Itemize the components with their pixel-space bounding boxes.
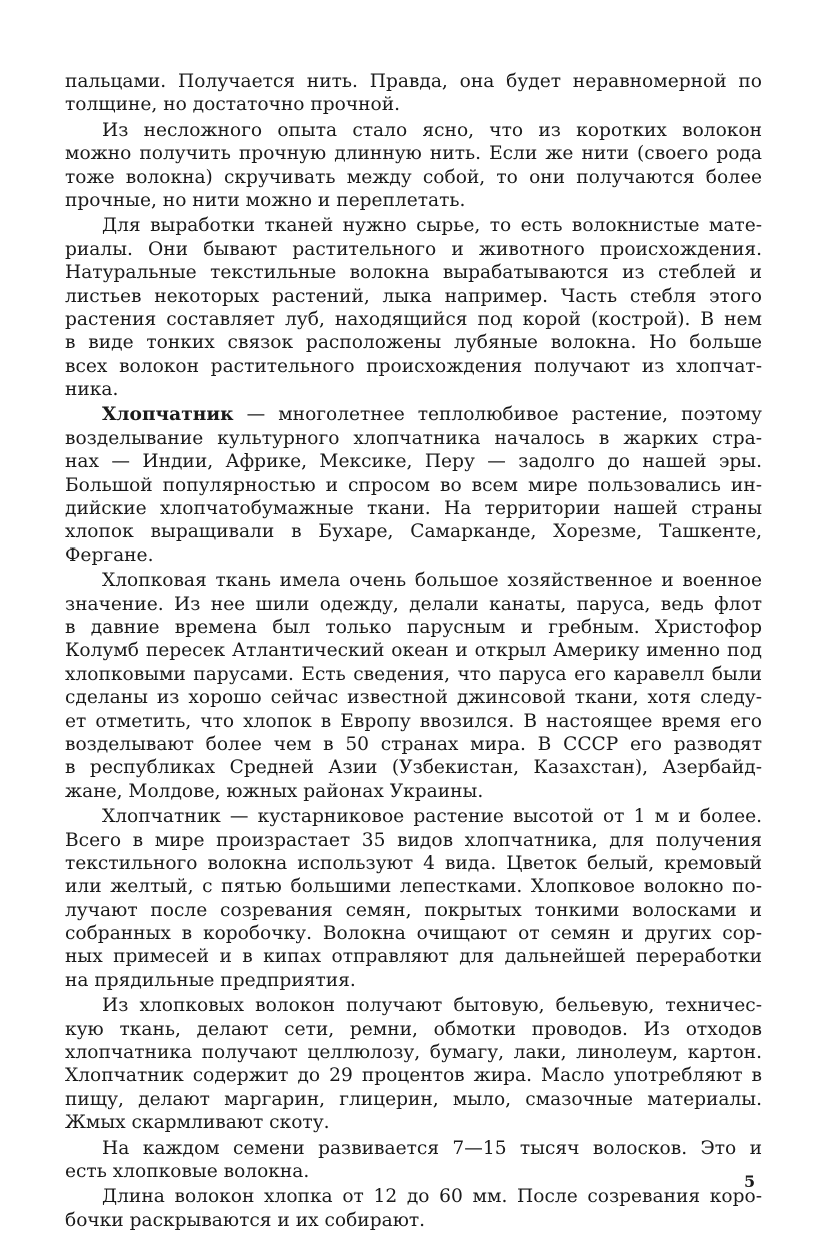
text-line: хлопчатника получают целлюлозу, бумагу, лаки, линолеум, картон. [65,1042,762,1064]
text-line: хлопок выращивали в Бухаре, Самарканде, Хорезме, Ташкенте, [65,521,762,543]
text-line: хлопковыми парусами. Есть сведения, что паруса его каравелл были [65,663,762,685]
paragraph [65,403,762,567]
text-line: Натуральные текстильные волокна вырабатываются из стеблей и [65,262,762,284]
text-line: пальцами. Получается нить. Правда, она будет неравномерной по [65,71,762,92]
text-line: ника. [65,379,119,401]
text-line: Из несложного опыта стало ясно, что из коротких волокон [102,119,762,141]
paragraph [65,1185,762,1232]
paragraph [65,1137,762,1184]
text-line: лучают после созревания семян, покрытых тонкими волосками и [65,899,762,921]
text-line: На каждом семени развивается 7—15 тысяч волосков. Это и [102,1137,762,1159]
text-line: дийские хлопчатобумажные ткани. На территории нашей страны [65,498,762,520]
text-line: нах — Индии, Африке, Мексике, Перу — задолго до нашей эры. [65,451,762,473]
text-line: собранных в коробочку. Волокна очищают от семян и других сор- [65,923,762,945]
text-line: или желтый, с пятью большими лепестками. Хлопковое волокно по- [65,876,762,898]
text-line: всех волокон растительного происхождения получают из хлопчат- [65,355,762,377]
text-line [65,403,762,426]
paragraph [65,70,762,117]
text-line: кую ткань, делают сети, ремни, обмотки проводов. Из отходов [65,1018,762,1040]
text-line: растения составляет луб, находящийся под корой (кострой). В нем [65,308,762,330]
text-line: тоже волокна) скручивать между собой, то они получаются более [65,166,762,188]
text-line: риалы. Они бывают растительного и животного происхождения. [65,238,762,260]
text-line: в давние времена был только парусным и гребным. Христофор [65,616,762,638]
paragraph [65,214,762,401]
text-line: Всего в мире произрастает 35 видов хлопчатника, для получения [65,829,762,851]
text-line: Для выработки тканей нужно сырье, то есть волокнистые мате- [102,215,762,237]
text-line: есть хлопковые волокна. [65,1160,310,1182]
page-number: 5 [744,1172,756,1191]
paragraph [65,569,762,803]
text-line: Длина волокон хлопка от 12 до 60 мм. После созревания коро- [102,1186,762,1208]
text-line: ных примесей и в кипах отправляют для дальнейшей переработки [65,946,762,968]
text-line: текстильного волокна используют 4 вида. Цветок белый, кремовый [65,852,762,874]
text-line: значение. Из нее шили одежду, делали канаты, паруса, ведь флот [65,593,762,615]
text-line-rest: — многолетнее теплолюбивое растение, поэтому [233,404,762,426]
body-text [65,70,762,1234]
text-line: Жмых скармливают скоту. [65,1112,330,1134]
paragraph [65,805,762,992]
bold-term: Хлопчатник [102,404,234,426]
text-line: можно получить прочную длинную нить. Если же нити (своего рода [65,143,762,165]
text-line: сделаны из хорошо сейчас известной джинсовой ткани, хотя следу- [65,687,762,709]
text-line: Хлопковая ткань имела очень большое хозяйственное и военное [102,570,762,592]
text-line: бочки раскрываются и их собирают. [65,1209,426,1231]
text-line: толщине, но достаточно прочной. [65,94,401,116]
paragraph [65,994,762,1134]
text-line: жане, Молдове, южных районах Украины. [65,780,484,802]
text-line: Колумб пересек Атлантический океан и открыл Америку именно под [65,640,762,662]
text-line: возделывание культурного хлопчатника началось в жарких стра- [65,427,762,449]
paragraph [65,119,762,213]
text-line: Хлопчатник — кустарниковое растение высотой от 1 м и более. [102,806,762,828]
text-line: на прядильные предприятия. [65,969,356,991]
text-line: Фергане. [65,544,154,566]
text-line: в виде тонких связок расположены лубяные волокна. Но больше [65,332,762,354]
text-line: листьев некоторых растений, лыка например. Часть стебля этого [65,285,762,307]
text-line: Хлопчатник содержит до 29 процентов жира. Масло употребляют в [65,1065,762,1087]
text-line: возделывают более чем в 50 странах мира. В СССР его разводят [65,733,762,755]
text-line: Из хлопковых волокон получают бытовую, бельевую, техничес- [102,995,762,1017]
text-line: Большой популярностью и спросом во всем мире пользовались ин- [65,474,762,496]
text-line: прочные, но нити можно и переплетать. [65,189,466,211]
text-line: ет отметить, что хлопок в Европу ввозился. В настоящее время его [65,710,762,732]
text-line: пищу, делают маргарин, глицерин, мыло, смазочные материалы. [65,1088,762,1110]
text-line: в республиках Средней Азии (Узбекистан, Казахстан), Азербайд- [65,757,762,779]
